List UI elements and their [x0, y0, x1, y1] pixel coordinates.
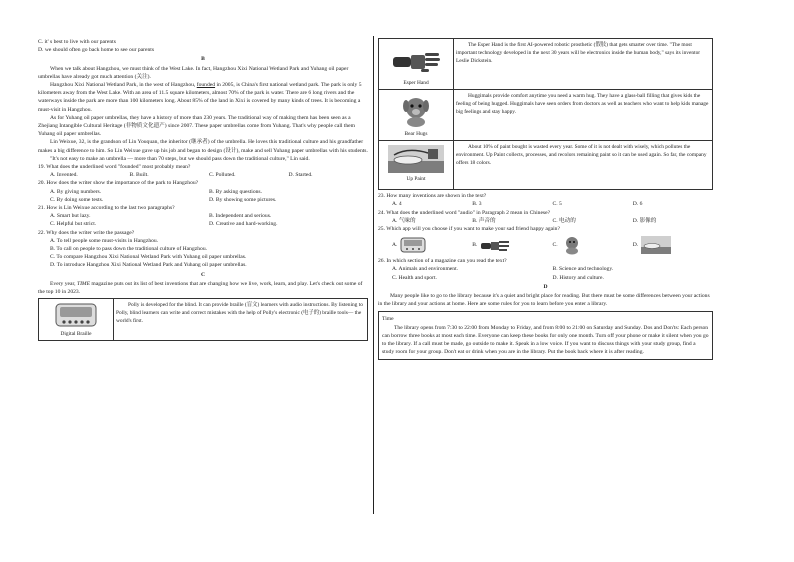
- section-b-label: B: [201, 56, 205, 63]
- library-rules-text: The library opens from 7:30 to 22:00 from Monday to Friday, and from 8:00 to 21:00 on Saturday and Sunday. Dos and Don'ts: Each person can borrow three books at most each time. Everyone can keep these books for only one month. Turn off your phone or make it silent when you go to the library. If a call must be made, go outside to make it. Speak in a low voice. If you want to discuss things with your study group, find a study room for your group. Don't eat or drink when you are in the library. Put the book back where it is after reading.: [382, 324, 709, 356]
- plush-bear-icon: [561, 235, 583, 255]
- q19-option[interactable]: A. Invented.: [50, 172, 78, 179]
- q26-option[interactable]: C. Health and sport.: [392, 274, 437, 281]
- q20-option[interactable]: D. By showing some pictures.: [209, 196, 277, 203]
- question-25: 25. Which app will you choose if you want to make your sad friend happy again?: [378, 226, 560, 232]
- q25-option-d[interactable]: D.: [633, 236, 713, 254]
- q22-option[interactable]: B. To call on people to pass down the traditional culture of Hangzhou.: [50, 246, 208, 253]
- braille-device-icon: [400, 237, 426, 253]
- q23-options: [378, 200, 713, 208]
- q26-options-row1: [378, 265, 713, 273]
- q23-option[interactable]: B. 3: [472, 201, 482, 208]
- q21-options-row2: [38, 220, 368, 228]
- paint-caption: Up Paint: [406, 176, 426, 183]
- question-19: 19. What does the underlined word "founded" most probably mean?: [38, 164, 191, 171]
- b-paragraph-5: "It's not easy to make an umbrella — more than 70 steps, but we should pass down the traditional culture," Lin said.: [50, 155, 310, 162]
- q25-options: [378, 235, 713, 255]
- b-paragraph-3: As for Yuhang oil paper umbrellas, they have a history of more than 230 years. The traditional way of making them has been seen as a Zhejiang Intangible Cultural Heritage (非物质文化遗产) since 2007. These paper umbrellas come from Yuhang. That's why people call them Yuhang oil paper umbrellas.: [38, 114, 356, 138]
- q23-option[interactable]: A. 4: [392, 201, 402, 208]
- option-c: C. it' s best to live with our parents: [38, 39, 116, 45]
- q26-option[interactable]: B. Science and technology.: [552, 266, 614, 273]
- column-divider: [373, 36, 374, 514]
- q20-options-row2: [38, 196, 368, 204]
- q24-option[interactable]: B. 声音的: [472, 217, 496, 224]
- braille-text: Polly is developed for the blind. It can provide braille (盲文) learners with audio instructions. By listening to Polly, blind learners can write and correct mistakes with the help of Polly's electronic (电子的) braille tools— the world's first.: [114, 299, 368, 341]
- bear-text: Huggimals provide comfort anytime you need a warm hug. They have a glass-ball filling that gives kids the feeling of being hugged. Huggimals have seen orders from doctors as well as teachers who want to help kids manage big feelings and stay happy.: [454, 90, 713, 141]
- paint-text: About 10% of paint bought is wasted every year. Some of it is not dealt with wisely, which pollutes the environment. Up Paint collects, processes, and recolors remaining paint so it can be used again. So far, the company offers 18 colors.: [454, 141, 713, 190]
- d-intro: Many people like to go to the library because it's a quiet and bright place for reading. But there must be some differences between your actions in the library and your actions at home. Here are some rules for you to learn before you enter a library.: [378, 293, 710, 308]
- left-column: [38, 38, 368, 341]
- q22-option[interactable]: C. To compare Hangzhou Xixi National Wetland Park with Yuhang oil paper umbrellas.: [50, 254, 247, 261]
- right-column: [378, 38, 713, 360]
- braille-picture-cell: [39, 299, 114, 341]
- time-label: Time: [382, 316, 394, 323]
- robotic-hand-icon: [391, 43, 441, 77]
- q25-option-b[interactable]: B.: [472, 237, 552, 253]
- paint-photo-icon: [388, 145, 444, 173]
- q20-option[interactable]: B. By asking questions.: [209, 188, 262, 195]
- inventions-table: [378, 38, 713, 190]
- b-paragraph-2: Hangzhou Xixi National Wetland Park, in the west of Hangzhou, founded in 2005, is China's first national wetland park. The park is only 5 kilometers away from the West Lake. With an area of 11.5 square kilometers, almost 70% of the park is water. There are 6 long rivers and the waterways inside the park are more than 100 kilometers long. About 85% of the land in Xixi is covered by many kinds of trees. It is becoming a must-visit in Hangzhou.: [38, 82, 362, 113]
- library-rules-box: [378, 311, 713, 360]
- q25-option-a[interactable]: A.: [392, 237, 472, 253]
- q22-option[interactable]: A. To tell people some must-visits in Hangzhou.: [50, 237, 159, 244]
- q21-option[interactable]: A. Smart but lazy.: [50, 213, 91, 220]
- q19-option[interactable]: D. Started.: [288, 172, 313, 179]
- q21-option[interactable]: B. Independent and serious.: [209, 213, 272, 220]
- question-22: 22. Why does the writer write the passage?: [38, 229, 135, 236]
- section-c-label: C: [200, 271, 206, 278]
- q22-option[interactable]: D. To introduce Hangzhou Xixi National Wetland Park and Yuhang oil paper umbrellas.: [50, 262, 247, 269]
- q19-options: [38, 171, 368, 179]
- q23-option[interactable]: D. 6: [632, 201, 643, 208]
- question-23: 23. How many inventions are shown in the text?: [378, 193, 487, 200]
- q24-option[interactable]: A. 气味的: [392, 217, 416, 224]
- question-20: 20. How does the writer show the importance of the park to Hangzhou?: [38, 180, 199, 187]
- question-24: 24. What does the underlined word "audio" in Paragraph 2 mean in Chinese?: [378, 209, 551, 216]
- c-intro: Every year, TIME magazine puts out its list of best inventions that are changing how we live, work, learn, and play. Let's check out some of the top 10 in 2023.: [38, 280, 363, 296]
- q25-option-c[interactable]: C.: [553, 235, 633, 255]
- q19-option[interactable]: C. Polluted.: [209, 172, 236, 179]
- esper-text: The Esper Hand is the first AI-powered robotic prosthetic (假肢) that gets smarter over time. "The most important technology developed in the next 30 years will be electronics inside the human body," says its inventor Leslie Dickstein.: [454, 39, 713, 90]
- robotic-hand-icon: [480, 237, 510, 253]
- esper-caption: Esper Hand: [403, 80, 429, 86]
- bear-caption: Bear Hugs: [404, 131, 428, 138]
- q20-option[interactable]: A. By giving numbers.: [50, 188, 102, 195]
- q26-options-row2: [378, 274, 713, 282]
- q24-option[interactable]: C. 电动的: [552, 217, 576, 224]
- b-paragraph-4: Lin Weixue, 32, is the grandson of Lin Youquan, the inheritor (继承者) of the umbrella. He loves this traditional culture and his grandfather makes a big difference to him. So Lin Weixue gave up his job and began to design (设计), make and sell Yuhang paper umbrellas with his students.: [38, 139, 368, 154]
- section-d-label: D: [543, 283, 548, 290]
- question-26: 26. In which section of a magazine can you read the text?: [378, 258, 507, 265]
- q21-options-row1: [38, 212, 368, 220]
- esper-picture-cell: [379, 39, 454, 90]
- q23-option[interactable]: C. 5: [552, 201, 562, 208]
- paint-photo-icon: [641, 236, 671, 254]
- underlined-founded: founded: [196, 82, 216, 89]
- option-d: D. we should often go back home to see our parents: [38, 47, 155, 54]
- q19-option[interactable]: B. Built.: [129, 172, 149, 179]
- braille-caption: Digital Braille: [60, 331, 92, 338]
- q24-option[interactable]: D. 影像的: [632, 217, 657, 224]
- plush-bear-icon: [398, 94, 434, 128]
- q24-options: [378, 217, 713, 225]
- braille-device-icon: [54, 302, 98, 328]
- q26-option[interactable]: A. Animals and environment.: [392, 266, 459, 273]
- paint-picture-cell: [379, 141, 454, 190]
- bear-picture-cell: [379, 90, 454, 141]
- q20-option[interactable]: C. By doing some tests.: [50, 196, 104, 203]
- braille-table: [38, 298, 368, 341]
- b-paragraph-1: When we talk about Hangzhou, we must think of the West Lake. In fact, Hangzhou Xixi National Wetland Park and Yuhang oil paper umbrellas have already got much attention (关注).: [38, 65, 349, 80]
- q21-option[interactable]: C. Helpful but strict.: [50, 221, 97, 228]
- q20-options-row1: [38, 188, 368, 196]
- q26-option[interactable]: D. History and culture.: [552, 274, 604, 281]
- question-21: 21. How is Lin Weixue according to the last two paragraphs?: [38, 205, 175, 212]
- q21-option[interactable]: D. Creative and hard-working.: [209, 221, 278, 228]
